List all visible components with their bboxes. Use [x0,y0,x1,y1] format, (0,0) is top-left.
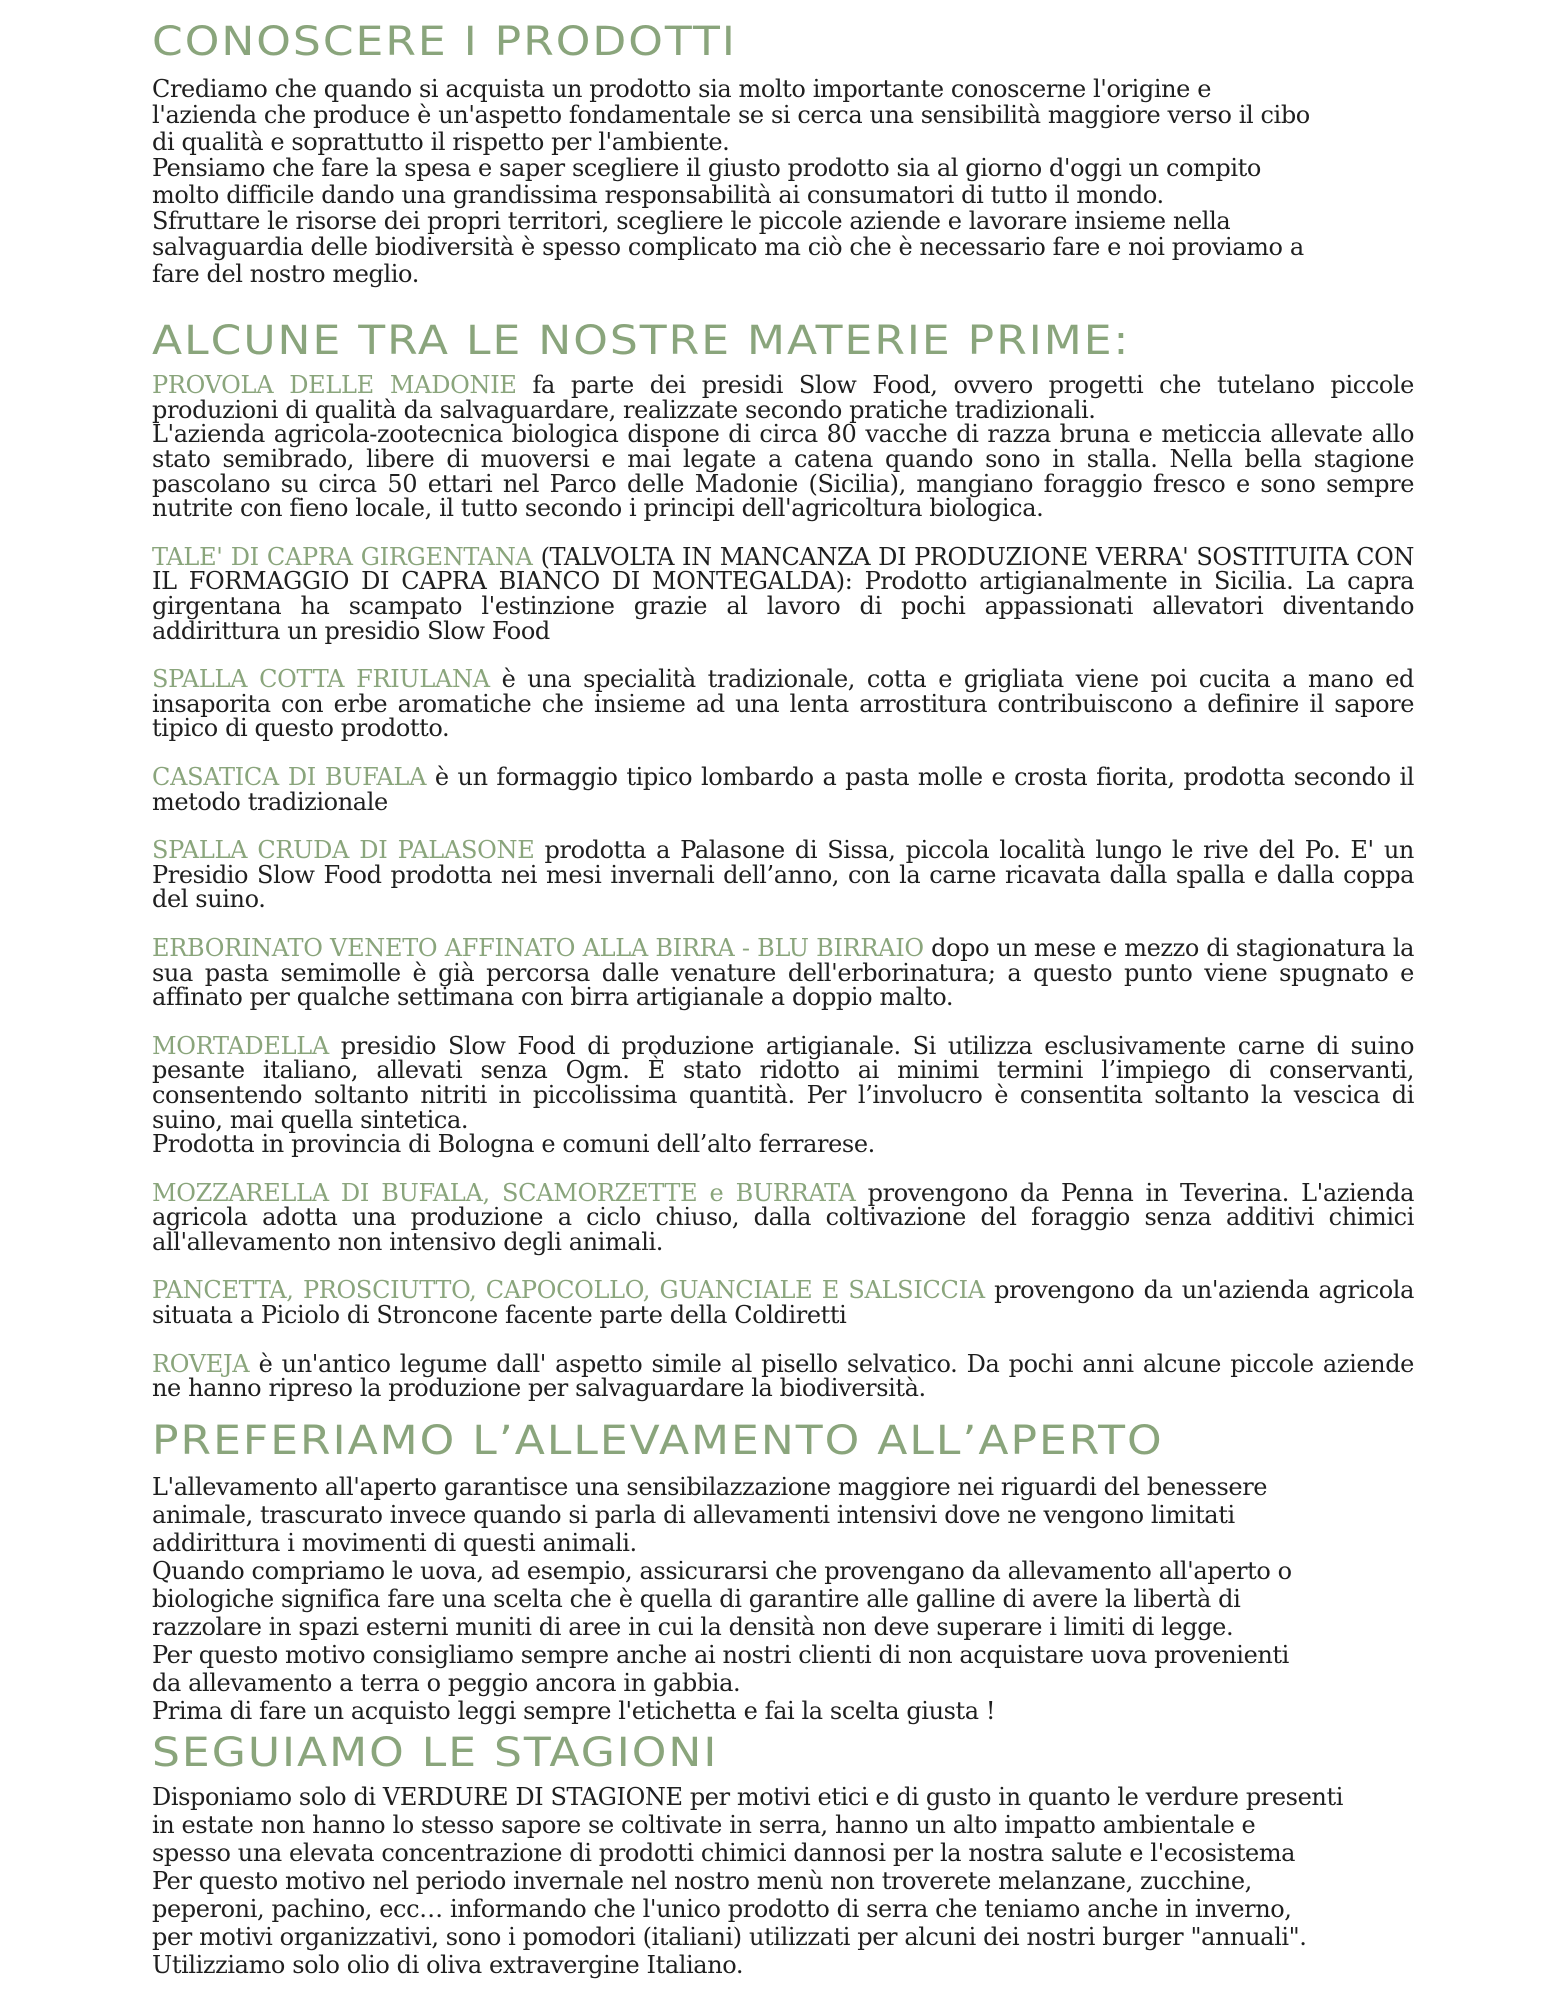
body-line: fare del nostro meglio. [152,259,419,288]
product-description: provengono da un'azienda agricola situata a Piciolo di Stroncone facente parte della Coldiretti [152,1276,1414,1330]
body-line: Prima di fare un acquisto leggi sempre l'etichetta e fai la scelta giusta ! [152,1696,996,1725]
body-line: L'allevamento all'aperto garantisce una sensibilazzazione maggiore nei riguardi del benessere [152,1472,1268,1501]
body-line: animale, trascurato invece quando si parla di allevamenti intensivi dove ne vengono limitati [152,1500,1235,1529]
product-description: (TALVOLTA IN MANCANZA DI PRODUZIONE VERRA' SOSTITUITA CON IL FORMAGGIO DI CAPRA BIANCO DI MONTEGALDA): Prodotto artigianalmente in Sicilia. La capra girgentana ha scampato l'estinzione grazie al lavoro di pochi appassionati allevatori diventando addirittura un presidio Slow Food [152,542,1414,645]
product-entry [152,667,1414,741]
body-line: peperoni, pachino, ecc… informando che l'unico prodotto di serra che teniamo anche in inverno, [152,1894,1292,1923]
product-description: è un'antico legume dall' aspetto simile al pisello selvatico. Da pochi anni alcune piccole aziende ne hanno ripreso la produzione per salvaguardare la biodiversità. [152,1349,1414,1403]
body-line: spesso una elevata concentrazione di prodotti chimici dannosi per la nostra salute e l'ecosistema [152,1838,1296,1867]
body-line: da allevamento a terra o peggio ancora in gabbia. [152,1668,741,1697]
product-entry [152,542,1414,645]
product-description: dopo un mese e mezzo di stagionatura la sua pasta semimolle è già percorsa dalle venature dell'erborinatura; a questo punto viene spugnato e affinato per qualche settimana con birra artigianale a doppio malto. [152,933,1414,1012]
body-line: in estate non hanno lo stesso sapore se coltivate in serra, hanno un alto impatto ambientale e [152,1810,1256,1839]
product-name: ERBORINATO VENETO AFFINATO ALLA BIRRA - BLU BIRRAIO [152,933,924,962]
section-free-range [152,1415,1414,1725]
product-entry [152,1276,1414,1330]
body-line: Disponiamo solo di VERDURE DI STAGIONE per motivi etici e di gusto in quanto le verdure presenti [152,1782,1343,1811]
section-title: SEGUIAMO LE STAGIONI [152,1728,719,1776]
section-body [152,76,1414,287]
product-name: ROVEJA [152,1349,250,1378]
product-name: SPALLA CRUDA DI PALASONE [152,836,535,865]
body-line: molto difficile dando una grandissima responsabilità ai consumatori di tutto il mondo. [152,180,1164,209]
product-entry [152,1178,1415,1256]
section-title: CONOSCERE I PRODOTTI [152,18,737,65]
body-line: addirittura i movimenti di questi animali. [152,1528,637,1557]
menu-page [152,12,1414,1979]
product-entry [152,838,1414,912]
product-entry [152,762,1414,816]
body-line: per motivi organizzativi, sono i pomodori (italiani) utilizzati per alcuni dei nostri burger "annuali". [152,1922,1307,1951]
body-line: Sfruttare le risorse dei propri territori, scegliere le piccole aziende e lavorare insieme nella [152,207,1231,236]
body-line: di qualità e soprattutto il rispetto per l'ambiente. [152,127,730,156]
product-name: CASATICA DI BUFALA [152,762,427,791]
body-line: Per questo motivo consigliamo sempre anche ai nostri clienti di non acquistare uova provenienti [152,1640,1289,1669]
product-entry [152,1031,1414,1159]
body-line: salvaguardia delle biodiversità è spesso complicato ma ciò che è necessario fare e noi proviamo a [152,233,1304,262]
product-name: MOZZARELLA DI BUFALA, SCAMORZETTE e BURRATA [152,1178,856,1207]
section-body [152,1783,1414,1979]
product-description: è un formaggio tipico lombardo a pasta molle e crosta fiorita, prodotta secondo il metodo tradizionale [152,762,1414,816]
product-description: fa parte dei presidi Slow Food, ovvero progetti che tutelano piccole produzioni di qualità da salvaguardare, realizzate secondo pratiche tradizionali. [152,371,1414,424]
body-line: Crediamo che quando si acquista un prodotto sia molto importante conoscerne l'origine e [152,75,1212,103]
product-entry [152,1349,1414,1403]
product-name: MORTADELLA [152,1031,329,1060]
product-name: SPALLA COTTA FRIULANA [152,665,490,694]
section-body [152,1473,1414,1725]
product-name: PANCETTA, PROSCIUTTO, CAPOCOLLO, GUANCIALE E SALSICCIA [152,1276,985,1305]
body-line: Utilizziamo solo olio di oliva extravergine Italiano. [152,1950,744,1979]
section-title: ALCUNE TRA LE NOSTRE MATERIE PRIME: [152,317,1131,365]
body-line: Pensiamo che fare la spesa e saper scegliere il giusto prodotto sia al giorno d'oggi un compito [152,154,1261,183]
product-entry [152,373,1414,521]
body-line: l'azienda che produce è un'aspetto fondamentale se si cerca una sensibilità maggiore verso il cibo [152,101,1310,130]
body-line: biologiche significa fare una scelta che è quella di garantire alle galline di avere la libertà di [152,1584,1241,1613]
product-description: provengono da Penna in Teverina. L'azienda agricola adotta una produzione a ciclo chiuso, dalla coltivazione del foraggio senza additivi chimici all'allevamento non intensivo degli animali. [152,1178,1415,1256]
product-name: PROVOLA DELLE MADONIE [152,371,517,400]
product-description: prodotta a Palasone di Sissa, piccola località lungo le rive del Po. E' un Presidio Slow Food prodotta nei mesi invernali dell’anno, con la carne ricavata dalla spalla e dalla coppa del suino. [152,836,1414,914]
section-seasons [152,1727,1414,1979]
product-name: TALE' DI CAPRA GIRGENTANA [152,542,533,571]
product-list [152,373,1414,1401]
body-line: Quando compriamo le uova, ad esempio, assicurarsi che provengano da allevamento all'aperto o [152,1556,1292,1585]
product-description: è una specialità tradizionale, cotta e grigliata viene poi cucita a mano ed insaporita con erbe aromatiche che insieme ad una lenta arrostitura contribuiscono a definire il sapore tipico di questo prodotto. [152,665,1415,743]
product-entry [152,933,1414,1012]
product-extra: L'azienda agricola-zootecnica biologica dispone di circa 80 vacche di razza bruna e meticcia allevate allo stato semibrado, libere di muoversi e mai legate a catena quando sono in stalla. Nella bella stagione pascolano su circa 50 ettari nel Parco delle Madonie (Sicilia), mangiano foraggio fresco e sono sempre nutrite con fieno locale, il tutto secondo i principi dell'agricoltura biologica. [152,420,1414,523]
product-extra: Prodotta in provincia di Bologna e comuni dell’alto ferrarese. [152,1130,875,1159]
section-raw-materials [152,315,1414,1401]
body-line: Per questo motivo nel periodo invernale nel nostro menù non troverete melanzane, zucchine, [152,1866,1252,1895]
section-title: PREFERIAMO L’ALLEVAMENTO ALL’APERTO [152,1416,1164,1464]
section-know-products [152,16,1414,287]
product-description: presidio Slow Food di produzione artigianale. Si utilizza esclusivamente carne di suino pesante italiano, allevati senza Ogm. È stato ridotto ai minimi termini l’impiego di conservanti, consentendo soltanto nitriti in piccolissima quantità. Per l’involucro è consentita soltanto la vescica di suino, mai quella sintetica. [152,1031,1414,1134]
body-line: razzolare in spazi esterni muniti di aree in cui la densità non deve superare i limiti di legge. [152,1612,1234,1641]
